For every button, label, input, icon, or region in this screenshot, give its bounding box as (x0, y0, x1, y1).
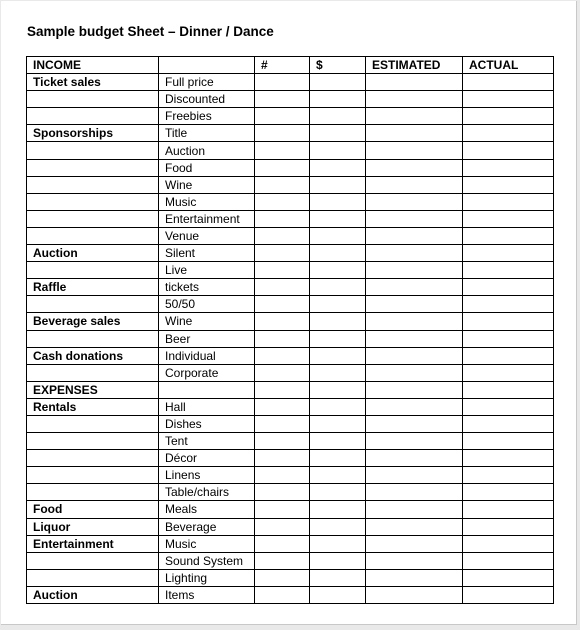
actual-cell[interactable] (463, 159, 554, 176)
item-cell: Sound System (159, 552, 255, 569)
category-cell (27, 415, 159, 432)
estimated-cell[interactable] (366, 433, 463, 450)
category-cell: Cash donations (27, 347, 159, 364)
actual-cell[interactable] (463, 313, 554, 330)
estimated-cell[interactable] (366, 193, 463, 210)
dollar-cell[interactable] (310, 398, 366, 415)
item-cell: Beer (159, 330, 255, 347)
estimated-cell[interactable] (366, 347, 463, 364)
actual-cell[interactable] (463, 586, 554, 603)
dollar-cell[interactable] (310, 347, 366, 364)
item-cell: Discounted (159, 91, 255, 108)
item-cell: Silent (159, 245, 255, 262)
table-row (27, 518, 554, 535)
category-cell (27, 467, 159, 484)
dollar-cell[interactable] (310, 227, 366, 244)
item-cell: Dishes (159, 415, 255, 432)
table-row (27, 552, 554, 569)
estimated-cell[interactable] (366, 279, 463, 296)
estimated-cell[interactable] (366, 569, 463, 586)
header-count: # (255, 57, 310, 74)
category-cell (27, 142, 159, 159)
table-row (27, 450, 554, 467)
item-cell: Meals (159, 501, 255, 518)
count-cell[interactable] (255, 313, 310, 330)
item-cell: Full price (159, 74, 255, 91)
actual-cell[interactable] (463, 142, 554, 159)
item-cell: Tent (159, 433, 255, 450)
table-row (27, 330, 554, 347)
item-cell: 50/50 (159, 296, 255, 313)
estimated-cell[interactable] (366, 484, 463, 501)
table-row (27, 125, 554, 142)
actual-cell[interactable] (463, 484, 554, 501)
actual-cell[interactable] (463, 210, 554, 227)
budget-sheet (1, 1, 577, 625)
item-cell: Corporate (159, 364, 255, 381)
sheet-title: Sample budget Sheet – Dinner / Dance (27, 24, 274, 39)
count-cell[interactable] (255, 381, 310, 398)
count-cell[interactable] (255, 91, 310, 108)
dollar-cell[interactable] (310, 484, 366, 501)
count-cell[interactable] (255, 518, 310, 535)
count-cell[interactable] (255, 210, 310, 227)
count-cell[interactable] (255, 142, 310, 159)
estimated-cell[interactable] (366, 159, 463, 176)
table-row (27, 347, 554, 364)
table-row (27, 586, 554, 603)
actual-cell[interactable] (463, 74, 554, 91)
table-row (27, 74, 554, 91)
category-cell: Rentals (27, 398, 159, 415)
dollar-cell[interactable] (310, 467, 366, 484)
actual-cell[interactable] (463, 193, 554, 210)
table-row (27, 193, 554, 210)
dollar-cell[interactable] (310, 296, 366, 313)
actual-cell[interactable] (463, 518, 554, 535)
header-dollar: $ (310, 57, 366, 74)
count-cell[interactable] (255, 433, 310, 450)
actual-cell[interactable] (463, 108, 554, 125)
table-row (27, 296, 554, 313)
dollar-cell[interactable] (310, 381, 366, 398)
category-cell (27, 159, 159, 176)
table-row (27, 227, 554, 244)
table-row (27, 262, 554, 279)
count-cell[interactable] (255, 176, 310, 193)
actual-cell[interactable] (463, 91, 554, 108)
estimated-cell[interactable] (366, 364, 463, 381)
actual-cell[interactable] (463, 535, 554, 552)
estimated-cell[interactable] (366, 125, 463, 142)
actual-cell[interactable] (463, 176, 554, 193)
actual-cell[interactable] (463, 501, 554, 518)
dollar-cell[interactable] (310, 586, 366, 603)
table-row (27, 279, 554, 296)
count-cell[interactable] (255, 535, 310, 552)
count-cell[interactable] (255, 330, 310, 347)
count-cell[interactable] (255, 347, 310, 364)
dollar-cell[interactable] (310, 535, 366, 552)
category-cell (27, 364, 159, 381)
category-cell (27, 210, 159, 227)
item-cell: Table/chairs (159, 484, 255, 501)
actual-cell[interactable] (463, 279, 554, 296)
estimated-cell[interactable] (366, 586, 463, 603)
category-cell (27, 296, 159, 313)
actual-cell[interactable] (463, 552, 554, 569)
category-cell: Auction (27, 245, 159, 262)
table-row (27, 142, 554, 159)
count-cell[interactable] (255, 484, 310, 501)
dollar-cell[interactable] (310, 210, 366, 227)
item-cell: Freebies (159, 108, 255, 125)
table-row (27, 176, 554, 193)
actual-cell[interactable] (463, 296, 554, 313)
estimated-cell[interactable] (366, 415, 463, 432)
count-cell[interactable] (255, 262, 310, 279)
dollar-cell[interactable] (310, 552, 366, 569)
count-cell[interactable] (255, 450, 310, 467)
estimated-cell[interactable] (366, 330, 463, 347)
category-cell: Ticket sales (27, 74, 159, 91)
table-row (27, 108, 554, 125)
category-cell (27, 330, 159, 347)
category-cell (27, 108, 159, 125)
header-estimated: ESTIMATED (366, 57, 463, 74)
category-cell (27, 227, 159, 244)
dollar-cell[interactable] (310, 279, 366, 296)
table-row (27, 245, 554, 262)
category-cell (27, 450, 159, 467)
item-cell: Hall (159, 398, 255, 415)
estimated-cell[interactable] (366, 245, 463, 262)
count-cell[interactable] (255, 364, 310, 381)
table-row (27, 398, 554, 415)
item-cell: Title (159, 125, 255, 142)
table-row (27, 433, 554, 450)
dollar-cell[interactable] (310, 245, 366, 262)
actual-cell[interactable] (463, 227, 554, 244)
actual-cell[interactable] (463, 347, 554, 364)
table-row (27, 313, 554, 330)
estimated-cell[interactable] (366, 142, 463, 159)
category-cell: Liquor (27, 518, 159, 535)
estimated-cell[interactable] (366, 262, 463, 279)
category-cell (27, 176, 159, 193)
count-cell[interactable] (255, 193, 310, 210)
item-cell: Items (159, 586, 255, 603)
table-row (27, 501, 554, 518)
header-actual: ACTUAL (463, 57, 554, 74)
category-cell (27, 552, 159, 569)
item-cell: Décor (159, 450, 255, 467)
dollar-cell[interactable] (310, 501, 366, 518)
estimated-cell[interactable] (366, 518, 463, 535)
category-cell (27, 484, 159, 501)
dollar-cell[interactable] (310, 193, 366, 210)
item-cell: Music (159, 193, 255, 210)
estimated-cell[interactable] (366, 91, 463, 108)
item-cell: Live (159, 262, 255, 279)
actual-cell[interactable] (463, 398, 554, 415)
count-cell[interactable] (255, 245, 310, 262)
item-cell: Lighting (159, 569, 255, 586)
item-cell: Music (159, 535, 255, 552)
header-income: INCOME (27, 57, 159, 74)
actual-cell[interactable] (463, 381, 554, 398)
item-cell: Individual (159, 347, 255, 364)
estimated-cell[interactable] (366, 381, 463, 398)
category-cell: EXPENSES (27, 381, 159, 398)
estimated-cell[interactable] (366, 450, 463, 467)
dollar-cell[interactable] (310, 176, 366, 193)
item-cell: Auction (159, 142, 255, 159)
actual-cell[interactable] (463, 330, 554, 347)
estimated-cell[interactable] (366, 227, 463, 244)
count-cell[interactable] (255, 74, 310, 91)
estimated-cell[interactable] (366, 398, 463, 415)
estimated-cell[interactable] (366, 74, 463, 91)
actual-cell[interactable] (463, 467, 554, 484)
estimated-cell[interactable] (366, 313, 463, 330)
category-cell (27, 433, 159, 450)
estimated-cell[interactable] (366, 501, 463, 518)
category-cell: Beverage sales (27, 313, 159, 330)
actual-cell[interactable] (463, 433, 554, 450)
count-cell[interactable] (255, 296, 310, 313)
actual-cell[interactable] (463, 125, 554, 142)
dollar-cell[interactable] (310, 125, 366, 142)
estimated-cell[interactable] (366, 535, 463, 552)
item-cell: Linens (159, 467, 255, 484)
estimated-cell[interactable] (366, 176, 463, 193)
category-cell: Food (27, 501, 159, 518)
dollar-cell[interactable] (310, 159, 366, 176)
count-cell[interactable] (255, 398, 310, 415)
category-cell: Entertainment (27, 535, 159, 552)
item-cell: Beverage (159, 518, 255, 535)
count-cell[interactable] (255, 415, 310, 432)
count-cell[interactable] (255, 279, 310, 296)
table-row (27, 467, 554, 484)
table-row (27, 415, 554, 432)
table-row (27, 91, 554, 108)
header-row (27, 57, 554, 74)
item-cell: Wine (159, 176, 255, 193)
count-cell[interactable] (255, 108, 310, 125)
dollar-cell[interactable] (310, 313, 366, 330)
table-row (27, 484, 554, 501)
table-row (27, 569, 554, 586)
dollar-cell[interactable] (310, 433, 366, 450)
category-cell: Raffle (27, 279, 159, 296)
table-row (27, 364, 554, 381)
category-cell (27, 193, 159, 210)
category-cell: Sponsorships (27, 125, 159, 142)
table-row (27, 210, 554, 227)
count-cell[interactable] (255, 569, 310, 586)
dollar-cell[interactable] (310, 450, 366, 467)
count-cell[interactable] (255, 227, 310, 244)
count-cell[interactable] (255, 501, 310, 518)
item-cell: tickets (159, 279, 255, 296)
item-cell: Food (159, 159, 255, 176)
actual-cell[interactable] (463, 569, 554, 586)
dollar-cell[interactable] (310, 518, 366, 535)
actual-cell[interactable] (463, 415, 554, 432)
dollar-cell[interactable] (310, 569, 366, 586)
category-cell (27, 569, 159, 586)
item-cell: Venue (159, 227, 255, 244)
count-cell[interactable] (255, 552, 310, 569)
actual-cell[interactable] (463, 450, 554, 467)
actual-cell[interactable] (463, 364, 554, 381)
dollar-cell[interactable] (310, 91, 366, 108)
estimated-cell[interactable] (366, 296, 463, 313)
count-cell[interactable] (255, 125, 310, 142)
dollar-cell[interactable] (310, 262, 366, 279)
dollar-cell[interactable] (310, 330, 366, 347)
table-row (27, 535, 554, 552)
count-cell[interactable] (255, 586, 310, 603)
count-cell[interactable] (255, 159, 310, 176)
header-item (159, 57, 255, 74)
category-cell: Auction (27, 586, 159, 603)
estimated-cell[interactable] (366, 210, 463, 227)
table-row (27, 159, 554, 176)
dollar-cell[interactable] (310, 142, 366, 159)
dollar-cell[interactable] (310, 364, 366, 381)
estimated-cell[interactable] (366, 467, 463, 484)
budget-table (26, 56, 554, 604)
item-cell: Wine (159, 313, 255, 330)
dollar-cell[interactable] (310, 415, 366, 432)
actual-cell[interactable] (463, 245, 554, 262)
budget-body (27, 74, 554, 604)
table-row (27, 381, 554, 398)
item-cell: Entertainment (159, 210, 255, 227)
category-cell (27, 262, 159, 279)
item-cell (159, 381, 255, 398)
actual-cell[interactable] (463, 262, 554, 279)
estimated-cell[interactable] (366, 552, 463, 569)
category-cell (27, 91, 159, 108)
dollar-cell[interactable] (310, 74, 366, 91)
estimated-cell[interactable] (366, 108, 463, 125)
count-cell[interactable] (255, 467, 310, 484)
dollar-cell[interactable] (310, 108, 366, 125)
